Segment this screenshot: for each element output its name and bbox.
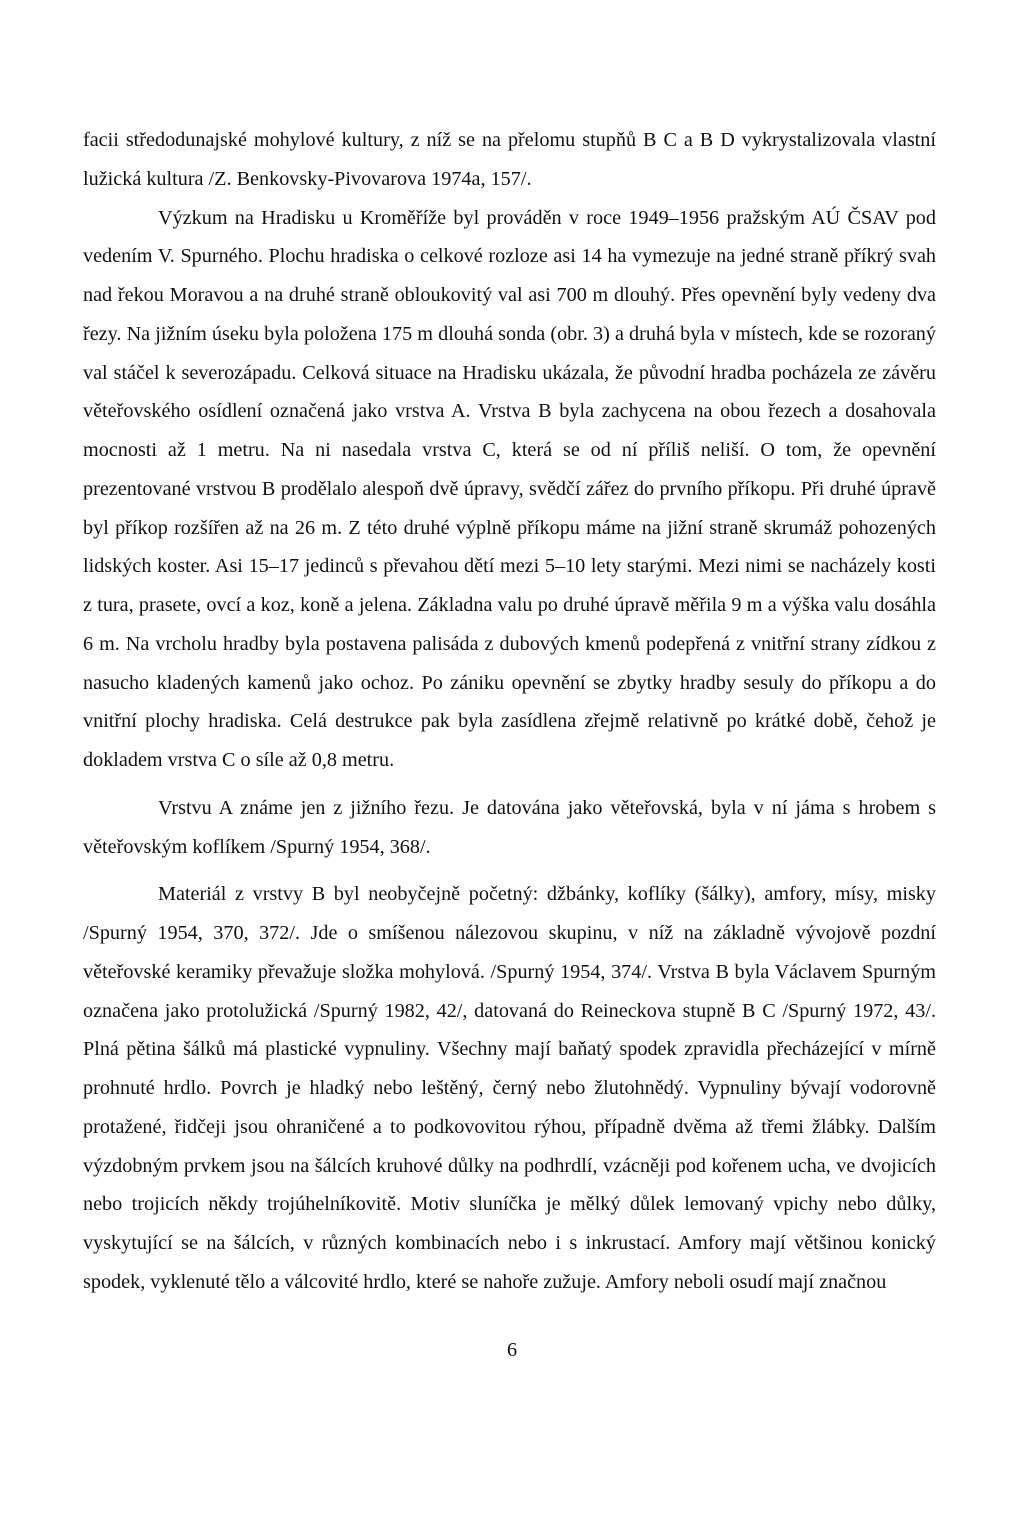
paragraph-3: Vrstvu A známe jen z jižního řezu. Je datována jako věteřovská, byla v ní jáma s hrobem s věteřovským koflíkem /Spurný 1954, 368/. [83,796,936,858]
page-number: 6 [506,1339,518,1361]
page-body [83,121,936,1302]
paragraph-1: facii středodunajské mohylové kultury, z níž se na přelomu stupňů B C a B D vykrystalizovala vlastní lužická kultura /Z. Benkovsky-Pivovarova 1974a, 157/. [83,129,936,190]
paragraph-2: Výzkum na Hradisku u Kroměříže byl prováděn v roce 1949–1956 pražským AÚ ČSAV pod vedením V. Spurného. Plochu hradiska o celkové rozloze asi 14 ha vymezuje na jedné straně příkrý svah nad řekou Moravou a na druhé straně obloukovitý val asi 700 m dlouhý. Přes opevnění byly vedeny dva řezy. Na jižním úseku byla položena 175 m dlouhá sonda (obr. 3) a druhá byla v místech, kde se rozoraný val stáčel k severozápadu. Celková situace na Hradisku ukázala, že původní hradba pocházela ze závěru věteřovského osídlení označená jako vrstva A. Vrstva B byla zachycena na obou řezech a dosahovala mocnosti až 1 metru. Na ni nasedala vrstva C, která se od ní příliš neliší. O tom, že opevnění prezentované vrstvou B prodělalo alespoň dvě úpravy, svědčí zářez do prvního příkopu. Při druhé úpravě byl příkop rozšířen až na 26 m. Z této druhé výplně příkopu máme na jižní straně skrumáž pohozených lidských koster. Asi 15–17 jedinců s převahou dětí mezi 5–10 lety starými. Mezi nimi se nacházely kosti z tura, prasete, ovcí a koz, koně a jelena. Základna valu po druhé úpravě měřila 9 m a výška valu dosáhla 6 m. Na vrcholu hradby byla postavena palisáda z dubových kmenů podepřená z vnitřní strany zídkou z nasucho kladených kamenů jako ochoz. Po zániku opevnění se zbytky hradby sesuly do příkopu a do vnitřní plochy hradiska. Celá destrukce pak byla zasídlena zřejmě relativně po krátké době, čehož je dokladem vrstva C o síle až 0,8 metru. [83,206,936,771]
paragraph-4: Materiál z vrstvy B byl neobyčejně početný: džbánky, koflíky (šálky), amfory, mísy, misky /Spurný 1954, 370, 372/. Jde o smíšenou nálezovou skupinu, v níž na základně vývojově pozdní věteřovské keramiky převažuje složka mohylová. /Spurný 1954, 374/. Vrstva B byla Václavem Spurným označena jako protolužická /Spurný 1982, 42/, datovaná do Reineckova stupně B C /Spurný 1972, 43/. Plná pětina šálků má plastické vypnuliny. Všechny mají baňatý spodek zpravidla přecházející v mírně prohnuté hrdlo. Povrch je hladký nebo leštěný, černý nebo žlutohnědý. Vypnuliny bývají vodorovně protažené, řidčeji jsou ohraničené a to podkovovitou rýhou, případně dvěma až třemi žlábky. Dalším výzdobným prvkem jsou na šálcích kruhové důlky na podhrdlí, vzácněji pod kořenem ucha, ve dvojicích nebo trojicích někdy trojúhelníkovitě. Motiv sluníčka je mělký důlek lemovaný vpichy nebo důlky, vyskytující se na šálcích, v různých kombinacích nebo i s inkrustací. Amfory mají většinou konický spodek, vyklenuté tělo a válcovité hrdlo, které se nahoře zužuje. Amfory neboli osudí mají značnou [83,883,936,1293]
